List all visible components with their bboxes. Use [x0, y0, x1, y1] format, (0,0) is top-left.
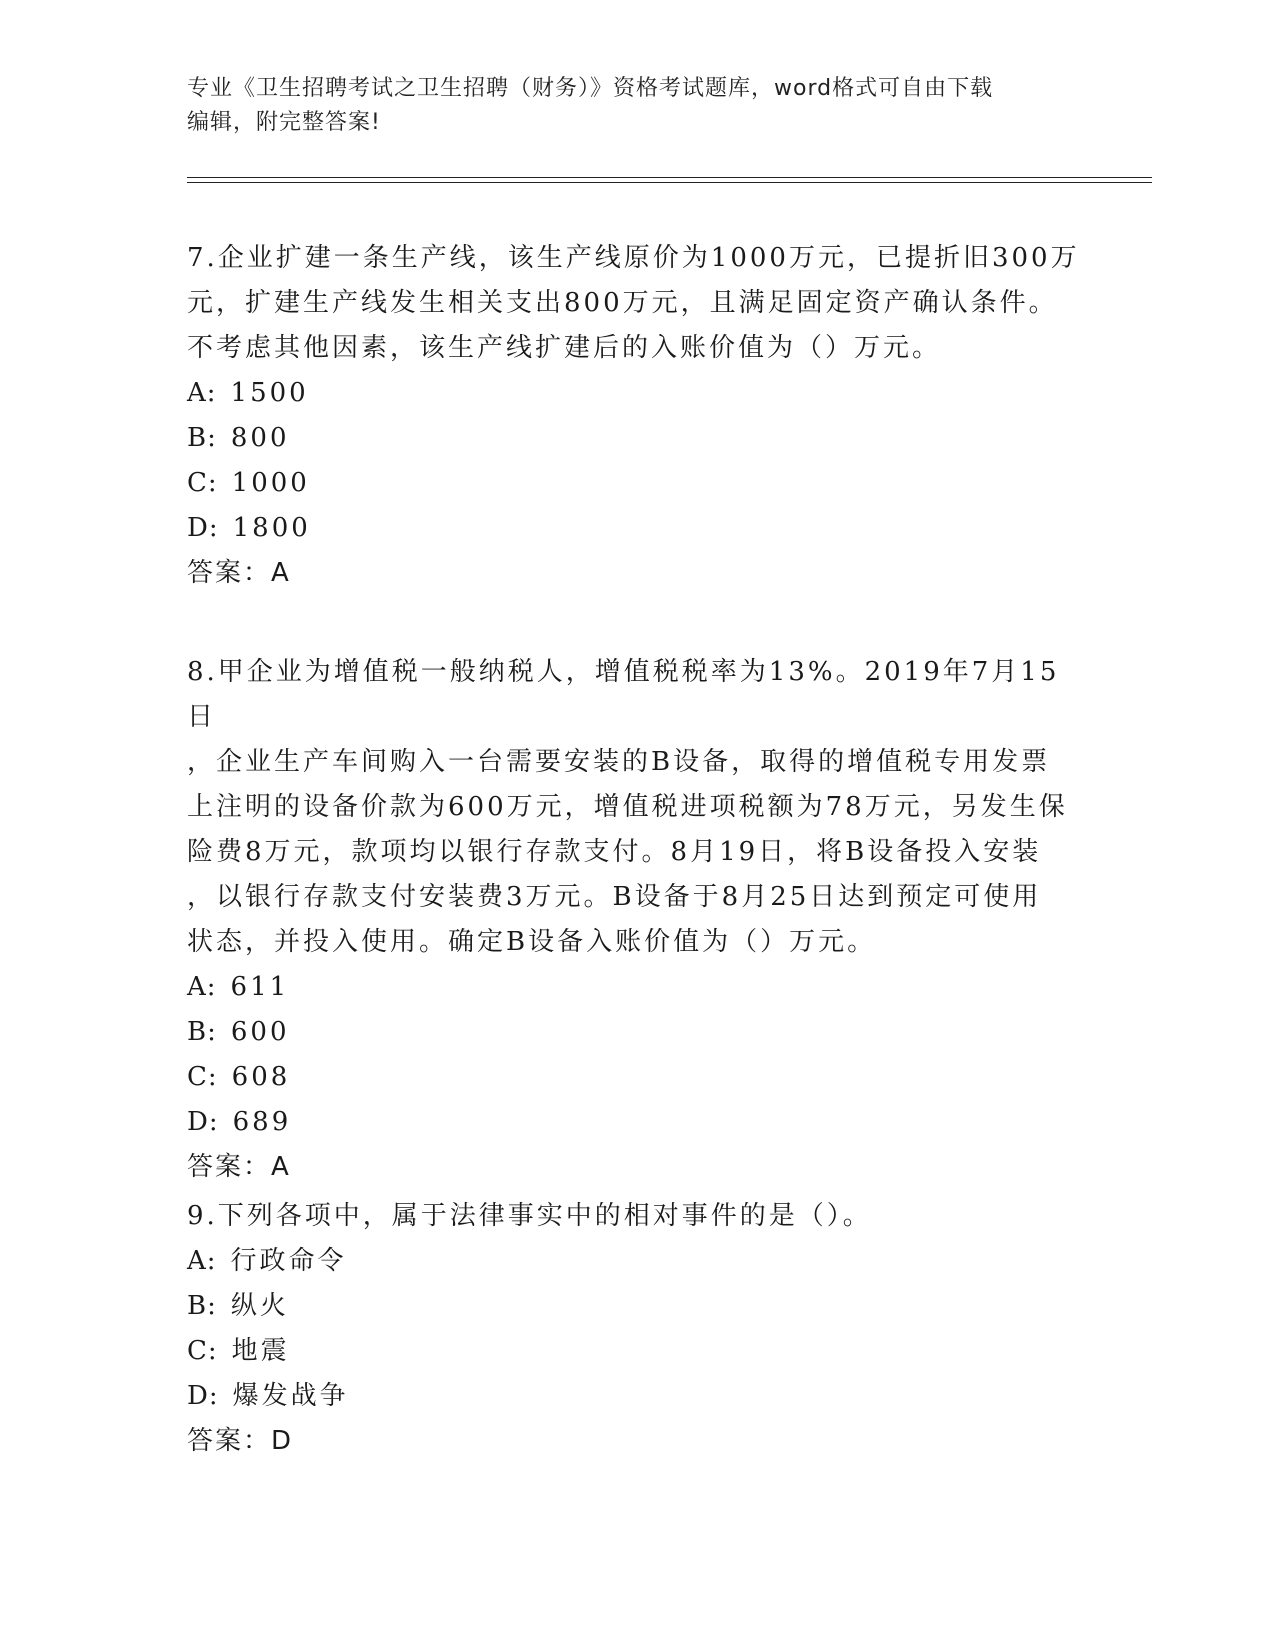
option-key: A:: [187, 972, 217, 1002]
answer-label: 答案：D: [187, 1426, 294, 1456]
option-value: 地震: [231, 1336, 290, 1366]
option-value: 行政命令: [230, 1246, 347, 1276]
option-c: [187, 1329, 1087, 1374]
option-value: 1000: [231, 468, 310, 498]
option-value: 800: [230, 423, 290, 453]
question-stem-line: 状态，并投入使用。确定B设备入账价值为（）万元。: [187, 927, 877, 957]
option-b: [187, 1284, 1087, 1329]
option-value: 1500: [230, 378, 309, 408]
option-key: A:: [187, 1246, 217, 1276]
question-stem-line: 元，扩建生产线发生相关支出800万元，且满足固定资产确认条件。: [187, 288, 1058, 318]
option-value: 608: [231, 1062, 291, 1092]
option-a: [187, 965, 1087, 1010]
question-stem-line: ，企业生产车间购入一台需要安装的B设备，取得的增值税专用发票: [187, 747, 1051, 777]
option-value: 1800: [232, 513, 311, 543]
option-c: [187, 1055, 1087, 1100]
option-key: B:: [187, 1017, 217, 1047]
header-line-2: 编辑，附完整答案!: [187, 110, 381, 135]
question-stem-line: 9.下列各项中，属于法律事实中的相对事件的是（）。: [187, 1201, 872, 1231]
option-b: [187, 1010, 1087, 1055]
option-key: C:: [187, 1062, 218, 1092]
option-b: [187, 416, 1087, 461]
option-d: [187, 1100, 1087, 1145]
question-7: [187, 236, 1087, 596]
option-value: 611: [230, 972, 290, 1002]
option-key: D:: [187, 513, 219, 543]
option-value: 600: [230, 1017, 290, 1047]
option-key: B:: [187, 1291, 217, 1321]
question-stem-line: 8.甲企业为增值税一般纳税人，增值税税率为13%。2019年7月15日: [187, 657, 1060, 732]
option-key: B:: [187, 423, 217, 453]
option-key: D:: [187, 1107, 219, 1137]
option-a: [187, 371, 1087, 416]
question-9: [187, 1194, 1087, 1464]
question-stem-line: ，以银行存款支付安装费3万元。B设备于8月25日达到预定可使用: [187, 882, 1042, 912]
option-d: [187, 506, 1087, 551]
option-c: [187, 461, 1087, 506]
option-value: 爆发战争: [232, 1381, 349, 1411]
question-stem-line: 险费8万元，款项均以银行存款支付。8月19日，将B设备投入安装: [187, 837, 1042, 867]
document-header: [187, 72, 1087, 140]
option-value: 纵火: [230, 1291, 289, 1321]
option-key: A:: [187, 378, 217, 408]
header-divider-top: [187, 177, 1152, 178]
option-key: C:: [187, 1336, 218, 1366]
answer-label: 答案：A: [187, 1152, 291, 1182]
option-value: 689: [232, 1107, 292, 1137]
header-divider-bottom: [187, 182, 1152, 183]
option-key: D:: [187, 1381, 219, 1411]
question-stem-line: 不考虑其他因素，该生产线扩建后的入账价值为（）万元。: [187, 333, 942, 363]
option-key: C:: [187, 468, 218, 498]
option-d: [187, 1374, 1087, 1419]
option-a: [187, 1239, 1087, 1284]
question-8: [187, 650, 1087, 1190]
question-stem-line: 7.企业扩建一条生产线，该生产线原价为1000万元，已提折旧300万: [187, 243, 1080, 273]
header-line-1: 专业《卫生招聘考试之卫生招聘（财务）》资格考试题库，word格式可自由下载: [187, 76, 994, 101]
answer-label: 答案：A: [187, 558, 291, 588]
question-stem-line: 上注明的设备价款为600万元，增值税进项税额为78万元，另发生保: [187, 792, 1068, 822]
